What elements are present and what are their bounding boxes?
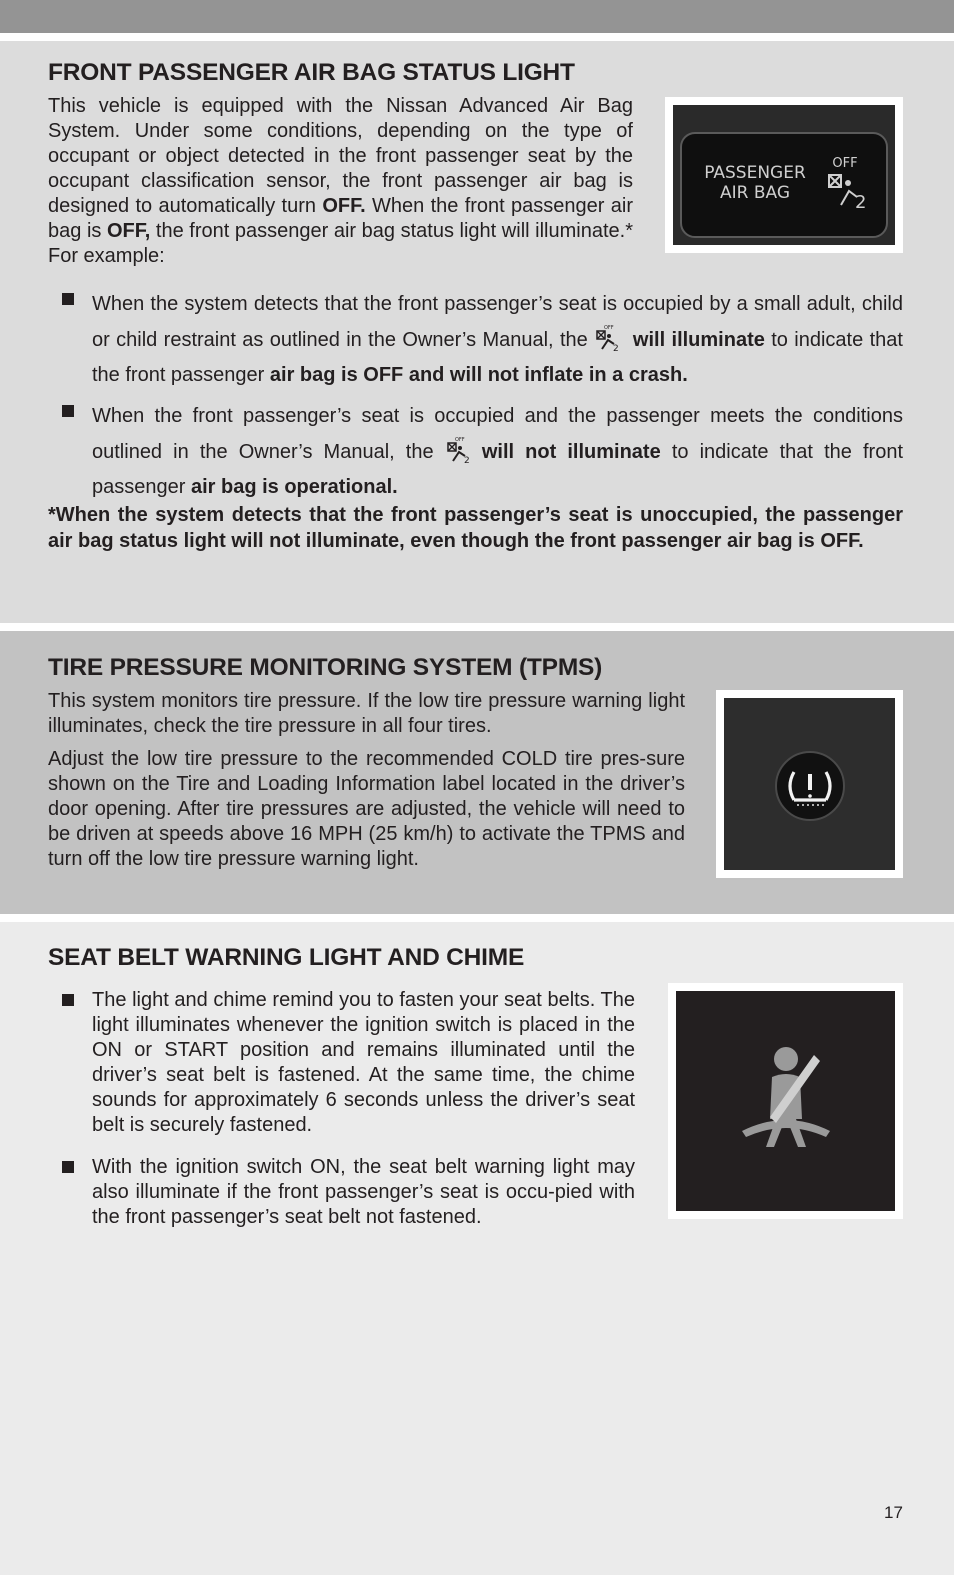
- svg-text:2: 2: [855, 192, 867, 213]
- airbag-off-icon: [594, 322, 620, 352]
- top-bar: [0, 0, 954, 33]
- airbag-note: *When the system detects that the front passenger’s seat is unoccupied, the passenger air bag status light will not illuminate, even though the front passenger air bag is OFF.: [48, 504, 903, 552]
- seatbelt-light-photo: [668, 983, 903, 1219]
- airbag-intro: This vehicle is equipped with the Nissan Advanced Air Bag System. Under some conditions, depending on the type of occupant or object detected in the front passenger seat by the occupant classification sensor, the front passenger air bag is designed to automatically turn OFF. When the front passenger air bag is OFF, the front passenger air bag status light will illuminate.* For example:: [48, 95, 633, 267]
- airbag-bullet-2: When the front passenger’s seat is occupied and the passenger meets the conditions outlined in the Owner’s Manual, the OFF 2 will not illuminate to indicate that the front passenger air bag is operational.: [92, 405, 904, 498]
- tpms-para-1: This system monitors tire pressure. If the low tire pressure warning light illuminates, check the tire pressure in all four tires.: [48, 690, 685, 737]
- airbag-off-icon: [445, 434, 471, 464]
- page-number: 17: [884, 1503, 903, 1522]
- airbag-switch-panel: [673, 105, 895, 245]
- seatbelt-section: [0, 922, 954, 1575]
- airbag-heading: FRONT PASSENGER AIR BAG STATUS LIGHT: [48, 59, 575, 86]
- tpms-heading: TIRE PRESSURE MONITORING SYSTEM (TPMS): [48, 654, 603, 681]
- seatbelt-bullet-2: With the ignition switch ON, the seat belt warning light may also illuminate if the front passenger’s seat is occu-pied with the front passenger’s seat belt not fastened.: [92, 1156, 635, 1228]
- tpms-button-graphic: [724, 698, 895, 870]
- svg-text:OFF: OFF: [454, 437, 465, 443]
- svg-text:OFF: OFF: [604, 325, 614, 331]
- bullet-marker: [62, 994, 74, 1006]
- bullet-marker: [62, 1161, 74, 1173]
- airbag-light-photo: [665, 97, 903, 253]
- seatbelt-heading: SEAT BELT WARNING LIGHT AND CHIME: [48, 944, 525, 971]
- svg-text:2: 2: [463, 456, 470, 464]
- airbag-bullet-1: When the system detects that the front passenger’s seat is occupied by a small adult, child or child restraint as outlined in the Owner’s Manual, the OFF 2 will illuminate to indicate that the front passenger air bag is OFF and will not inflate in a crash.: [92, 293, 903, 386]
- svg-text:2: 2: [613, 344, 619, 352]
- seatbelt-bullet-1: The light and chime remind you to fasten your seat belts. The light illuminates whenever the ignition switch is placed in the ON or START position and remains illuminated until the driver’s seat belt is fastened. At the same time, the chime sounds for approximately 6 seconds unless the driver’s seat belt is securely fastened.: [92, 989, 635, 1136]
- airbag-photo-off: OFF: [832, 156, 858, 171]
- airbag-section: [0, 41, 954, 623]
- tpms-section: [0, 631, 954, 914]
- seatbelt-graphic: [676, 991, 895, 1211]
- bullet-marker: [62, 405, 74, 417]
- airbag-photo-label-2: AIR BAG: [719, 183, 791, 203]
- airbag-photo-label-1: PASSENGER: [704, 163, 806, 183]
- bullet-marker: [62, 293, 74, 305]
- tpms-para-2: Adjust the low tire pressure to the recommended COLD tire pres-sure shown on the Tire and Loading Information label located in the driver’s door opening. After tire pressures are adjusted, the vehicle will need to be driven at speeds above 16 MPH (25 km/h) to activate the TPMS and turn off the low tire pressure warning light.: [48, 748, 685, 870]
- tpms-light-photo: [716, 690, 903, 878]
